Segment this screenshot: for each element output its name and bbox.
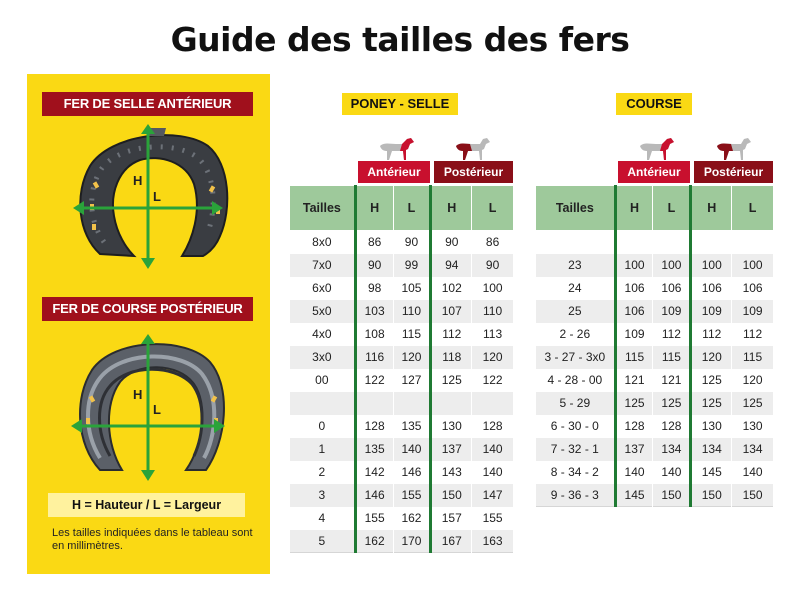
measure-cell: 157 <box>431 507 472 530</box>
size-cell <box>290 392 356 415</box>
pony-group-rear: Postérieur <box>434 161 513 183</box>
measure-cell: 145 <box>615 484 653 507</box>
measure-cell: 125 <box>691 392 732 415</box>
measure-cell: 128 <box>472 415 514 438</box>
measure-cell: 98 <box>355 277 393 300</box>
column-header: H <box>431 186 472 231</box>
measure-cell: 155 <box>472 507 514 530</box>
table-row <box>536 231 774 254</box>
size-cell: 8 - 34 - 2 <box>536 461 616 484</box>
column-header: L <box>472 186 514 231</box>
measure-cell <box>732 231 774 254</box>
size-cell: 4x0 <box>290 323 356 346</box>
measure-cell <box>355 392 393 415</box>
measure-cell <box>472 392 514 415</box>
course-group-front: Antérieur <box>618 161 690 183</box>
table-row <box>536 369 774 392</box>
course-section-title: COURSE <box>616 93 692 115</box>
size-cell: 1 <box>290 438 356 461</box>
width-letter: L <box>153 402 161 417</box>
measure-cell: 110 <box>393 300 431 323</box>
size-cell: 5 - 29 <box>536 392 616 415</box>
table-row <box>290 323 514 346</box>
size-cell: 7 - 32 - 1 <box>536 438 616 461</box>
measure-cell <box>691 231 732 254</box>
size-cell: 3 - 27 - 3x0 <box>536 346 616 369</box>
measure-cell: 112 <box>732 323 774 346</box>
size-cell: 0 <box>290 415 356 438</box>
table-row <box>290 415 514 438</box>
size-cell: 4 <box>290 507 356 530</box>
size-cell: 00 <box>290 369 356 392</box>
measure-cell: 130 <box>732 415 774 438</box>
table-row <box>536 300 774 323</box>
measure-cell: 116 <box>355 346 393 369</box>
measure-cell: 112 <box>653 323 691 346</box>
horse-rear-highlight-icon <box>713 136 753 162</box>
measure-cell: 150 <box>691 484 732 507</box>
size-cell: 2 - 26 <box>536 323 616 346</box>
measure-cell: 110 <box>472 300 514 323</box>
measure-cell: 100 <box>472 277 514 300</box>
measure-cell: 90 <box>472 254 514 277</box>
table-row <box>536 461 774 484</box>
table-row <box>290 300 514 323</box>
horse-front-highlight-icon <box>376 136 416 162</box>
measure-cell: 108 <box>355 323 393 346</box>
measure-cell: 113 <box>472 323 514 346</box>
rear-shoe-label: FER DE COURSE POSTÉRIEUR <box>42 297 253 321</box>
size-cell: 6x0 <box>290 277 356 300</box>
measure-cell: 128 <box>615 415 653 438</box>
measure-cell: 106 <box>653 277 691 300</box>
measure-cell: 134 <box>653 438 691 461</box>
column-header: H <box>691 186 732 231</box>
measure-cell: 143 <box>431 461 472 484</box>
measure-cell: 150 <box>431 484 472 507</box>
size-cell: 6 - 30 - 0 <box>536 415 616 438</box>
measure-cell: 162 <box>355 530 393 553</box>
table-row <box>290 231 514 254</box>
measure-cell: 125 <box>691 369 732 392</box>
column-header: Tailles <box>536 186 616 231</box>
table-row <box>536 484 774 507</box>
measure-cell: 147 <box>472 484 514 507</box>
table-row <box>290 530 514 553</box>
table-row <box>290 507 514 530</box>
column-header: L <box>653 186 691 231</box>
measure-cell: 121 <box>653 369 691 392</box>
measure-cell: 109 <box>615 323 653 346</box>
measure-cell: 86 <box>355 231 393 254</box>
measure-cell: 106 <box>732 277 774 300</box>
measure-cell <box>653 231 691 254</box>
front-shoe-label: FER DE SELLE ANTÉRIEUR <box>42 92 253 116</box>
units-note: Les tailles indiquées dans le tableau sont en millimètres. <box>52 527 253 552</box>
table-row <box>536 277 774 300</box>
measure-cell: 122 <box>355 369 393 392</box>
measure-cell: 106 <box>615 277 653 300</box>
size-cell <box>536 231 616 254</box>
measure-cell: 121 <box>615 369 653 392</box>
size-cell: 23 <box>536 254 616 277</box>
measure-cell: 106 <box>615 300 653 323</box>
table-row <box>290 438 514 461</box>
measure-cell: 130 <box>691 415 732 438</box>
table-row <box>290 277 514 300</box>
measure-cell: 115 <box>615 346 653 369</box>
measure-cell: 109 <box>732 300 774 323</box>
dimension-legend: H = Hauteur / L = Largeur <box>48 493 245 517</box>
measure-cell: 112 <box>691 323 732 346</box>
measure-cell: 115 <box>653 346 691 369</box>
column-header: H <box>355 186 393 231</box>
size-cell: 7x0 <box>290 254 356 277</box>
height-letter: H <box>133 173 143 188</box>
measure-cell: 122 <box>472 369 514 392</box>
measure-cell: 146 <box>393 461 431 484</box>
measure-cell: 150 <box>653 484 691 507</box>
measure-cell: 105 <box>393 277 431 300</box>
table-row <box>536 323 774 346</box>
measure-cell: 103 <box>355 300 393 323</box>
measure-cell: 112 <box>431 323 472 346</box>
measure-cell: 90 <box>355 254 393 277</box>
size-cell: 3x0 <box>290 346 356 369</box>
table-row <box>536 392 774 415</box>
table-row <box>536 415 774 438</box>
measure-cell: 134 <box>732 438 774 461</box>
measure-cell: 115 <box>393 323 431 346</box>
measure-cell: 127 <box>393 369 431 392</box>
measure-cell: 125 <box>653 392 691 415</box>
measure-cell: 167 <box>431 530 472 553</box>
column-header: Tailles <box>290 186 356 231</box>
measure-cell: 86 <box>472 231 514 254</box>
measure-cell: 100 <box>732 254 774 277</box>
measure-cell: 128 <box>653 415 691 438</box>
measure-cell: 107 <box>431 300 472 323</box>
measure-cell: 140 <box>472 438 514 461</box>
size-cell: 2 <box>290 461 356 484</box>
measure-cell: 109 <box>691 300 732 323</box>
horse-rear-highlight-icon <box>452 136 492 162</box>
size-cell: 25 <box>536 300 616 323</box>
measure-cell: 135 <box>355 438 393 461</box>
measure-cell: 163 <box>472 530 514 553</box>
measure-cell: 90 <box>393 231 431 254</box>
table-row <box>290 461 514 484</box>
measure-cell: 125 <box>732 392 774 415</box>
table-row <box>290 392 514 415</box>
measure-cell: 125 <box>431 369 472 392</box>
column-header: L <box>732 186 774 231</box>
table-row <box>536 438 774 461</box>
measure-cell: 115 <box>732 346 774 369</box>
table-row <box>290 369 514 392</box>
measure-cell: 137 <box>431 438 472 461</box>
measure-cell: 140 <box>732 461 774 484</box>
measure-cell: 118 <box>431 346 472 369</box>
measure-cell: 120 <box>472 346 514 369</box>
measure-cell: 140 <box>653 461 691 484</box>
measure-cell: 135 <box>393 415 431 438</box>
pony-section-title: PONEY - SELLE <box>342 93 458 115</box>
measure-cell: 170 <box>393 530 431 553</box>
size-cell: 4 - 28 - 00 <box>536 369 616 392</box>
table-row <box>536 254 774 277</box>
measure-cell: 120 <box>732 369 774 392</box>
measure-cell: 142 <box>355 461 393 484</box>
measure-cell: 120 <box>393 346 431 369</box>
measure-cell: 155 <box>355 507 393 530</box>
measure-cell <box>431 392 472 415</box>
size-cell: 9 - 36 - 3 <box>536 484 616 507</box>
pony-size-table <box>289 185 514 553</box>
measure-cell: 99 <box>393 254 431 277</box>
measure-cell: 146 <box>355 484 393 507</box>
page-title: Guide des tailles des fers <box>170 20 630 59</box>
size-cell: 24 <box>536 277 616 300</box>
table-row <box>290 346 514 369</box>
size-cell: 5x0 <box>290 300 356 323</box>
measure-cell: 94 <box>431 254 472 277</box>
measure-cell: 100 <box>691 254 732 277</box>
size-cell: 3 <box>290 484 356 507</box>
course-group-rear: Postérieur <box>694 161 773 183</box>
measure-cell: 162 <box>393 507 431 530</box>
size-cell: 5 <box>290 530 356 553</box>
measure-cell: 155 <box>393 484 431 507</box>
measure-cell: 140 <box>615 461 653 484</box>
measure-cell: 137 <box>615 438 653 461</box>
height-letter: H <box>133 387 143 402</box>
measure-cell: 102 <box>431 277 472 300</box>
measure-cell: 109 <box>653 300 691 323</box>
pony-group-front: Antérieur <box>358 161 430 183</box>
column-header: H <box>615 186 653 231</box>
measure-cell: 100 <box>615 254 653 277</box>
measure-cell: 106 <box>691 277 732 300</box>
measure-cell: 120 <box>691 346 732 369</box>
measure-cell: 140 <box>393 438 431 461</box>
table-row <box>290 484 514 507</box>
measure-cell: 145 <box>691 461 732 484</box>
column-header: L <box>393 186 431 231</box>
measure-cell: 134 <box>691 438 732 461</box>
measure-cell: 140 <box>472 461 514 484</box>
size-cell: 8x0 <box>290 231 356 254</box>
course-size-table <box>535 185 774 507</box>
measure-cell: 90 <box>431 231 472 254</box>
measure-cell <box>393 392 431 415</box>
horse-front-highlight-icon <box>636 136 676 162</box>
measure-cell <box>615 231 653 254</box>
table-row <box>290 254 514 277</box>
measure-cell: 130 <box>431 415 472 438</box>
measure-cell: 100 <box>653 254 691 277</box>
measure-cell: 150 <box>732 484 774 507</box>
table-row <box>536 346 774 369</box>
measure-cell: 125 <box>615 392 653 415</box>
measure-cell: 128 <box>355 415 393 438</box>
width-letter: L <box>153 189 161 204</box>
